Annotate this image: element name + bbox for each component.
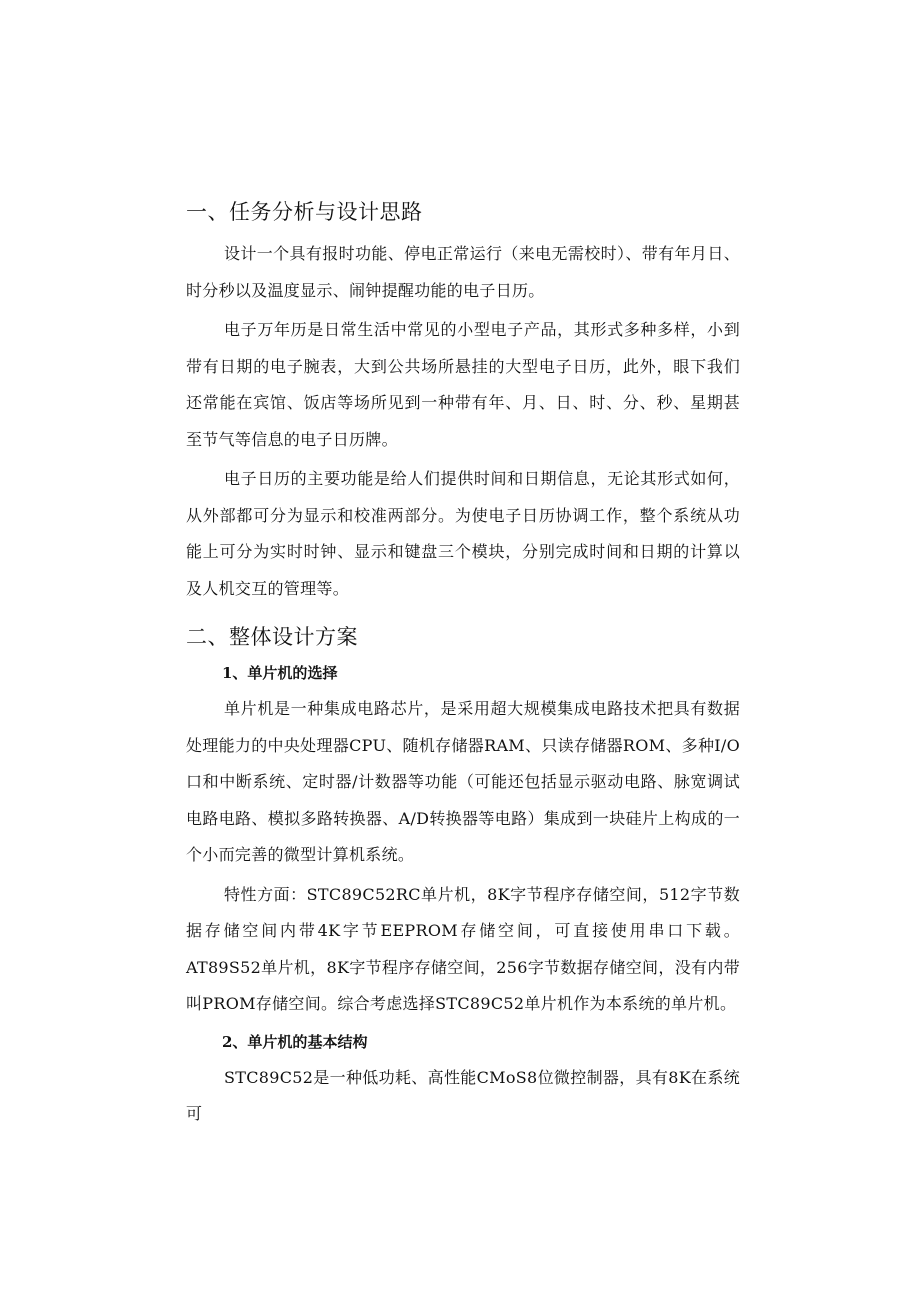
paragraph: 电子日历的主要功能是给人们提供时间和日期信息，无论其形式如何，从外部都可分为显示和校准两部分。为使电子日历协调工作，整个系统从功能上可分为实时时钟、显示和键盘三个模块，分别完成时间和日期的计算以及人机交互的管理等。: [186, 469, 740, 598]
section-heading-task-analysis: 一、任务分析与设计思路: [186, 200, 423, 224]
subsection-heading-mcu-selection: 1、单片机的选择: [222, 664, 338, 682]
paragraph: 单片机是一种集成电路芯片，是采用超大规模集成电路技术把具有数据处理能力的中央处理器CPU、随机存储器RAM、只读存储器ROM、多种I/O口和中断系统、定时器/计数器等功能（可能还包括显示驱动电路、脉宽调试电路电路、模拟多路转换器、A/D转换器等电路）集成到一块硅片上构成的一个小而完善的微型计算机系统。: [186, 699, 740, 864]
paragraph: 特性方面：STC89C52RC单片机，8K字节程序存储空间，512字节数据存储空间内带4K字节EEPROM存储空间，可直接使用串口下载。AT89S52单片机，8K字节程序存储空间，256字节数据存储空间，没有内带叫PROM存储空间。综合考虑选择STC89C52单片机作为本系统的单片机。: [186, 884, 740, 1013]
paragraph: STC89C52是一种低功耗、高性能CMoS8位微控制器，具有8K在系统可: [186, 1067, 740, 1123]
subsection-heading-mcu-structure: 2、单片机的基本结构: [222, 1032, 368, 1051]
document-page: [186, 196, 740, 1133]
paragraph: 设计一个具有报时功能、停电正常运行（来电无需校时）、带有年月日、时分秒以及温度显示、闹钟提醒功能的电子日历。: [186, 244, 740, 300]
paragraph: 电子万年历是日常生活中常见的小型电子产品，其形式多种多样，小到带有日期的电子腕表，大到公共场所悬挂的大型电子日历，此外，眼下我们还常能在宾馆、饭店等场所见到一种带有年、月、日、时、分、秒、星期甚至节气等信息的电子日历牌。: [186, 320, 740, 449]
section-heading-overall-design: 二、整体设计方案: [186, 625, 358, 649]
